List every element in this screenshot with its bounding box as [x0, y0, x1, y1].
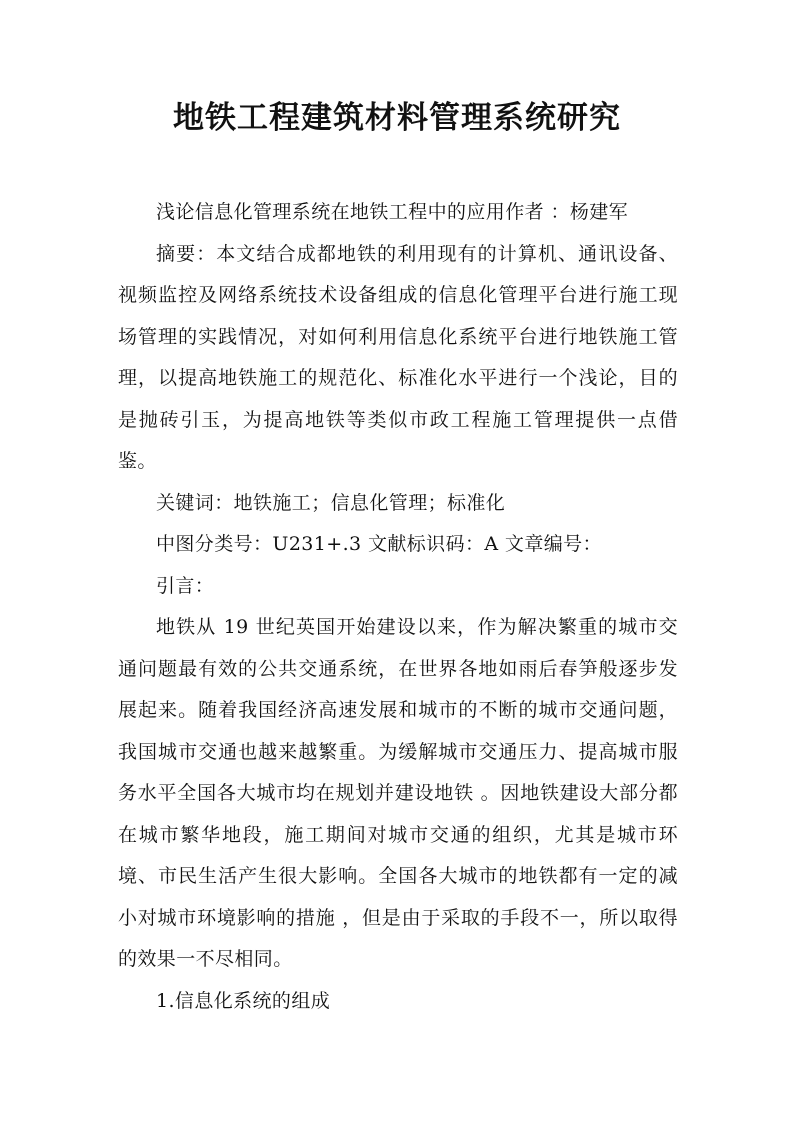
keywords-line: 关键词：地铁施工；信息化管理；标准化 — [156, 491, 506, 514]
section-heading: 1.信息化系统的组成 — [156, 989, 331, 1012]
document-title: 地铁工程建筑材料管理系统研究 — [173, 100, 621, 136]
classification-line: 中图分类号：U231+.3 文献标识码：A 文章编号： — [156, 533, 602, 555]
introduction-paragraph: 地铁从 19 世纪英国开始建设以来，作为解决繁重的城市交通问题最有效的公共交通系统，在世界各地如雨后春笋般逐步发展起来。随着我国经济高速发展和城市的不断的城市交通问题，我国城市交通也越来越繁重。为缓解城市交通压力、提高城市服务水平全国各大城市均在规划并建设地铁 。因地铁建设大部分都在城市繁华地段，施工期间对城市交通的组织，尤其是城市环境、市民生活产生很大影响。全国各大城市的地铁都有一定的减小对城市环境影响的措施 ，但是由于采取的手段不一，所以取得的效果一不尽相同。 — [118, 616, 678, 970]
abstract-paragraph: 摘要：本文结合成都地铁的利用现有的计算机、通讯设备、视频监控及网络系统技术设备组成的信息化管理平台进行施工现场管理的实践情况，对如何利用信息化系统平台进行地铁施工管理，以提高地铁施工的规范化、标准化水平进行一个浅论，目的是抛砖引玉，为提高地铁等类似市政工程施工管理提供一点借鉴。 — [118, 242, 678, 472]
document-body — [118, 192, 678, 1022]
author-line: 浅论信息化管理系统在地铁工程中的应用作者 ：杨建军 — [156, 201, 629, 223]
introduction-heading: 引言： — [156, 574, 215, 597]
